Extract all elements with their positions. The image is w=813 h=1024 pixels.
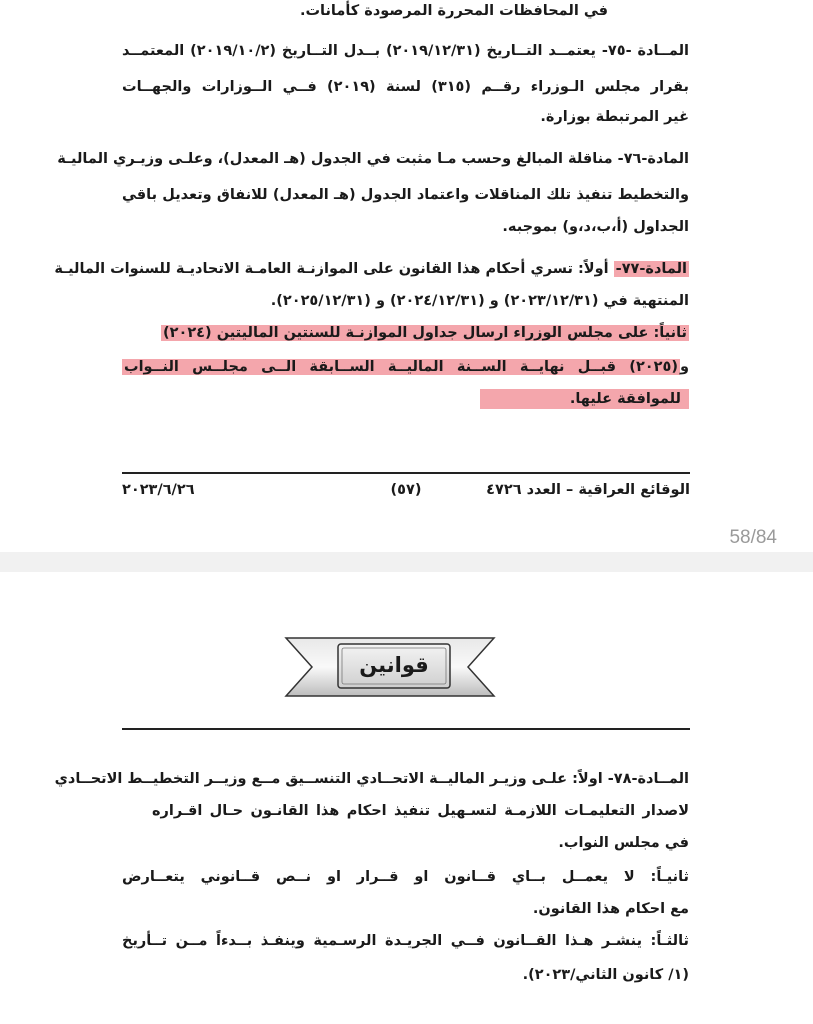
- page-number: (٥٧): [390, 482, 422, 498]
- section-banner-title: قوانين: [359, 653, 429, 677]
- article-77-line-5: للموافقة عليها.: [480, 388, 689, 410]
- header-rule: [122, 728, 690, 730]
- text-line: المــادة-٧٨- اولاً: علـى وزيـر الماليــة الاتحــادي التنســيق مــع وزيــر التخطيــط الاتحــادي: [54, 771, 689, 787]
- article-77-line-4: و(٢٠٢٥) قبــل نهايــة الســنة الماليــة الســابقة الــى مجلــس النــواب: [124, 359, 689, 375]
- footer-rule: [122, 472, 690, 474]
- text-line: في المحافظات المحررة المرصودة كأمانات.: [299, 3, 608, 19]
- text-line: المــادة -٧٥- يعتمــد التــاريخ (٢٠١٩/١٢/٣١) بــدل التــاريخ (٢٠١٩/١٠/٢) المعتمــد: [122, 43, 689, 59]
- article-77-line-2: المنتهية في (٢٠٢٣/١٢/٣١) و (٢٠٢٤/١٢/٣١) و (٢٠٢٥/١٢/٣١).: [270, 293, 689, 309]
- text-line: غير المرتبطة بوزارة.: [540, 109, 689, 125]
- page-footer: [122, 482, 690, 504]
- text-line: المادة-٧٦- مناقلة المبالغ وحسب مـا مثبت في الجدول (هـ المعدل)، وعلـى وزيـري الماليـة: [57, 151, 689, 167]
- text-line: ثالثـاً: ينشـر هـذا القــانون فــي الجريـدة الرسـمية وينفـذ بــدءاً مــن تــأريخ: [122, 933, 689, 949]
- text-line: في مجلس النواب.: [558, 835, 689, 851]
- page-separator: [0, 552, 813, 572]
- article-77-label: المادة-٧٧-: [615, 261, 687, 277]
- text-line: مع احكام هذا القانون.: [532, 901, 689, 917]
- article-77-line-3: ثانياً: على مجلس الوزراء ارسال جداول الموازنـة للسنتين الماليتين (٢٠٢٤): [162, 325, 687, 341]
- text-line: ثانيـاً: لا يعمــل بــاي قــانون او قــرار او نــص قــانوني يتعــارض: [122, 869, 689, 885]
- journal-name: الوقائع العراقية – العدد ٤٧٢٦: [486, 482, 690, 498]
- text-line: والتخطيط تنفيذ تلك المناقلات واعتماد الجدول (هـ المعدل) للانفاق وتعديل باقي: [122, 187, 689, 203]
- text-line: (١/ كانون الثاني/٢٠٢٣).: [522, 967, 689, 983]
- text-line: لاصدار التعليمـات اللازمـة لتسـهيل تنفيذ احكام هذا القانـون حـال اقـراره: [152, 803, 689, 819]
- issue-date: ٢٠٢٣/٦/٢٦: [122, 482, 195, 498]
- text-line: بقرار مجلس الـوزراء رقــم (٣١٥) لسنة (٢٠١٩) فــي الــوزارات والجهــات: [122, 79, 689, 95]
- page-counter: 58/84: [729, 527, 777, 548]
- text-line: الجداول (أ،ب،د،و) بموجبه.: [502, 219, 689, 235]
- article-77-line-1: المادة-٧٧- أولاً: تسري أحكام هذا القانون على الموازنـة العامـة الاتحاديـة للسنوات الماليـة: [54, 261, 687, 277]
